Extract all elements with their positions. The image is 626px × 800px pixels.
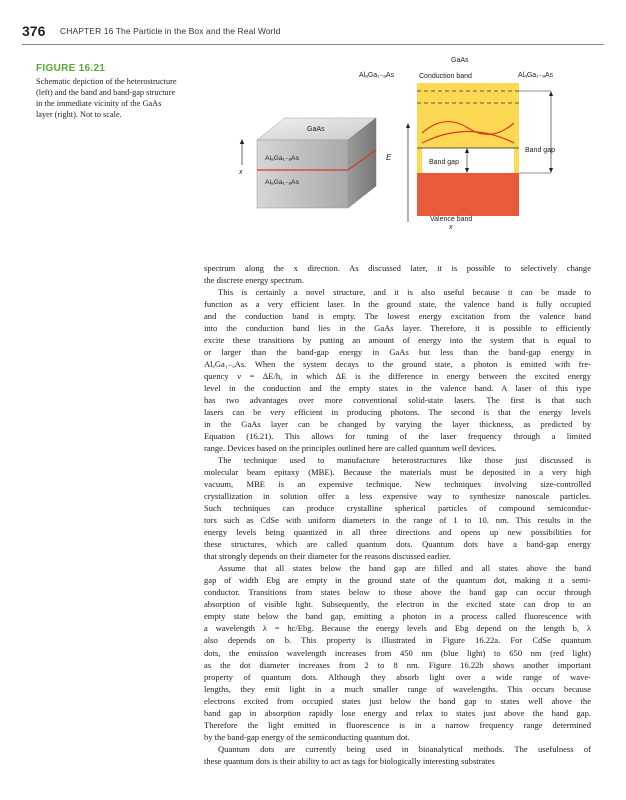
body-line: range. Devices based on the principles outlined here are called quantum well devices.	[204, 443, 497, 454]
caption-line: in the immediate vicinity of the GaAs	[36, 99, 162, 108]
caption-line: Schematic depiction of the heterostructure	[36, 77, 177, 86]
body-line: Such techniques can produce crystalline spherical particles of compound semiconduc-	[204, 503, 591, 514]
slab-x-axis	[232, 138, 252, 193]
body-line: that strongly depends on their diameter for the reasons discussed earlier.	[204, 551, 451, 562]
arrow-up-icon	[406, 123, 410, 128]
body-line: absorption of visible light. Subsequently, the electron in the excited state can drop to an	[204, 599, 591, 610]
body-line: This is certainly a novel structure, and it is also useful because it can be made to	[218, 287, 591, 298]
body-line: gap of width Ebg are empty in the ground state of the quantum dot, making it a semi-	[204, 575, 591, 586]
band-axis-label: x	[449, 224, 453, 231]
body-line: electrons excited from occupied states just below the band gap to states well above the	[204, 695, 591, 706]
body-text	[204, 262, 591, 767]
body-line: or larger than the band-gap energy in GaAs but less than the band-gap energy in	[204, 347, 591, 358]
conduction-band-top-strip	[417, 83, 519, 91]
body-line: these structures, which are called quantum dots. Quantum dots have a band-gap energy	[204, 539, 591, 550]
caption-line: layer (right). Not to scale.	[36, 110, 122, 119]
conduction-band-label: Conduction band	[419, 73, 472, 80]
valence-band-block	[417, 173, 519, 216]
chapter-title: CHAPTER 16 The Particle in the Box and the Real World	[60, 26, 281, 36]
band-gap-mid-label: Band gap	[429, 159, 459, 166]
band-gaas-label: GaAs	[451, 57, 469, 64]
body-line: AlₐGa₁₋ₐAs. When the system decays to the ground state, a photon is emitted with fre-	[204, 359, 591, 370]
body-line: vacuum, MBE is an expensive technique. New techniques involving size-controlled	[204, 479, 591, 490]
conduction-band-fill	[417, 91, 519, 103]
body-line: level in the conduction and the empty states in the valence band. A laser of this type	[204, 383, 591, 394]
body-line: spectrum along the x direction. As discussed later, it is possible to selectively change	[204, 263, 591, 273]
header-rule	[22, 44, 604, 45]
body-line: conductor. Transitions from states below to those above the band gap can occur through	[204, 587, 591, 598]
body-line: tors such as CdSe with uniform diameters in the range of 1 to 10. nm. This results in the	[204, 515, 591, 526]
body-line: excite these transitions by putting an amount of energy into the system that is equal to	[204, 335, 591, 346]
body-line: Equation (16.21). This allows for tuning of the laser frequency through a limited	[204, 431, 591, 442]
body-line: as the dot diameter increases from 2 to 8 nm. Figure 16.22b shows another important	[204, 659, 591, 670]
body-line: energy levels being quantized in all three directions and opens up new possibilities for	[204, 527, 591, 538]
body-line: Assume that all states below the band gap are filled and all states above the band	[218, 563, 591, 574]
body-line: lengths, they emit light in a much smaller range of wavelengths. This occurs because	[204, 683, 591, 694]
body-line: The technique used to manufacture heterostructures like those just discussed is	[218, 455, 591, 466]
body-line: and the conduction band is empty. The lowest energy excitation from the valence band	[204, 311, 591, 322]
body-line: in the GaAs layer can be changed by varying the layer thickness, as predicted by	[204, 419, 591, 430]
band-algaas-right-label: AlₐGa₁₋ₐAs	[518, 72, 553, 79]
body-line: Therefore the light emitted in fluorescence is in a narrow frequency range determined	[204, 719, 591, 730]
figure-label: FIGURE 16.21	[36, 63, 106, 74]
slab-algaas-bottom-label: AlₐGa₁₋ₐAs	[265, 179, 299, 186]
band-diagram	[355, 50, 605, 235]
arrow-up-icon	[549, 91, 553, 96]
slab-front-face	[257, 140, 348, 208]
slab-algaas-top-label: AlₐGa₁₋ₐAs	[265, 155, 299, 162]
body-line: Quantum dots are currently being used in bioanalytical methods. The usefulness of	[218, 743, 591, 754]
body-line: empty state below the band gap, emitting a photon in a process called fluorescence with	[204, 611, 591, 622]
body-line: also depends on b. This property is illustrated in Figure 16.22a. For CdSe quantum	[204, 635, 591, 646]
body-line: crystallization in solution offer a less expensive way to synthesize nanoscale particles.	[204, 491, 591, 502]
page-number: 376	[22, 23, 46, 39]
body-line: function as a very efficient laser. In the ground state, the valence band is fully occupied	[204, 299, 591, 310]
body-line: has two advantages over more conventional solid-state lasers. The first is that such	[204, 395, 591, 406]
body-line: by the band-gap energy of the semiconducting quantum dot.	[204, 731, 410, 742]
body-line: a wavelength λ = hc/Ebg. Because the energy levels and Ebg depend on the length b, λ	[204, 623, 591, 634]
conduction-band-well	[422, 103, 514, 148]
valence-band-label: Valence band	[430, 216, 473, 223]
slab-gaas-label: GaAs	[307, 126, 325, 133]
body-line: quency ν = ΔE/h, in which ΔE is the difference in energy between the excited energy	[204, 371, 591, 382]
slab-axis-label: x	[239, 169, 243, 176]
band-gap-right-label: Band gap	[525, 147, 555, 154]
arrow-down-icon	[465, 168, 469, 173]
body-line: lasers can be very efficient in producing photons. The second is that the energy levels	[204, 407, 591, 418]
figure-caption	[36, 76, 201, 120]
arrow-down-icon	[549, 168, 553, 173]
caption-line: (left) and the band and band-gap structure	[36, 88, 176, 97]
body-line: these quantum dots is their ability to act as tags for biologically interesting substrates	[204, 755, 495, 766]
energy-axis-label: E	[386, 153, 392, 162]
arrow-up-icon	[240, 139, 244, 144]
body-line: band gap in absorption rapidly lose energy and relax to states just above the band gap.	[204, 707, 591, 718]
body-line: dots, the emission wavelength increases from 450 nm (blue light) to 650 nm (red light)	[204, 647, 591, 658]
body-line: property of quantum dots. Although they absorb light over a wide range of wave-	[204, 671, 591, 682]
body-line: the discrete energy spectrum.	[204, 275, 304, 286]
body-line: molecular beam epitaxy (MBE). Because the materials must be deposited in a very high	[204, 467, 591, 478]
body-line: into the conduction band lies in the GaAs layer. Therefore, it is possible to efficiently	[204, 323, 591, 334]
band-algaas-left-label: AlₐGa₁₋ₐAs	[359, 72, 394, 79]
arrow-up-icon	[465, 148, 469, 153]
